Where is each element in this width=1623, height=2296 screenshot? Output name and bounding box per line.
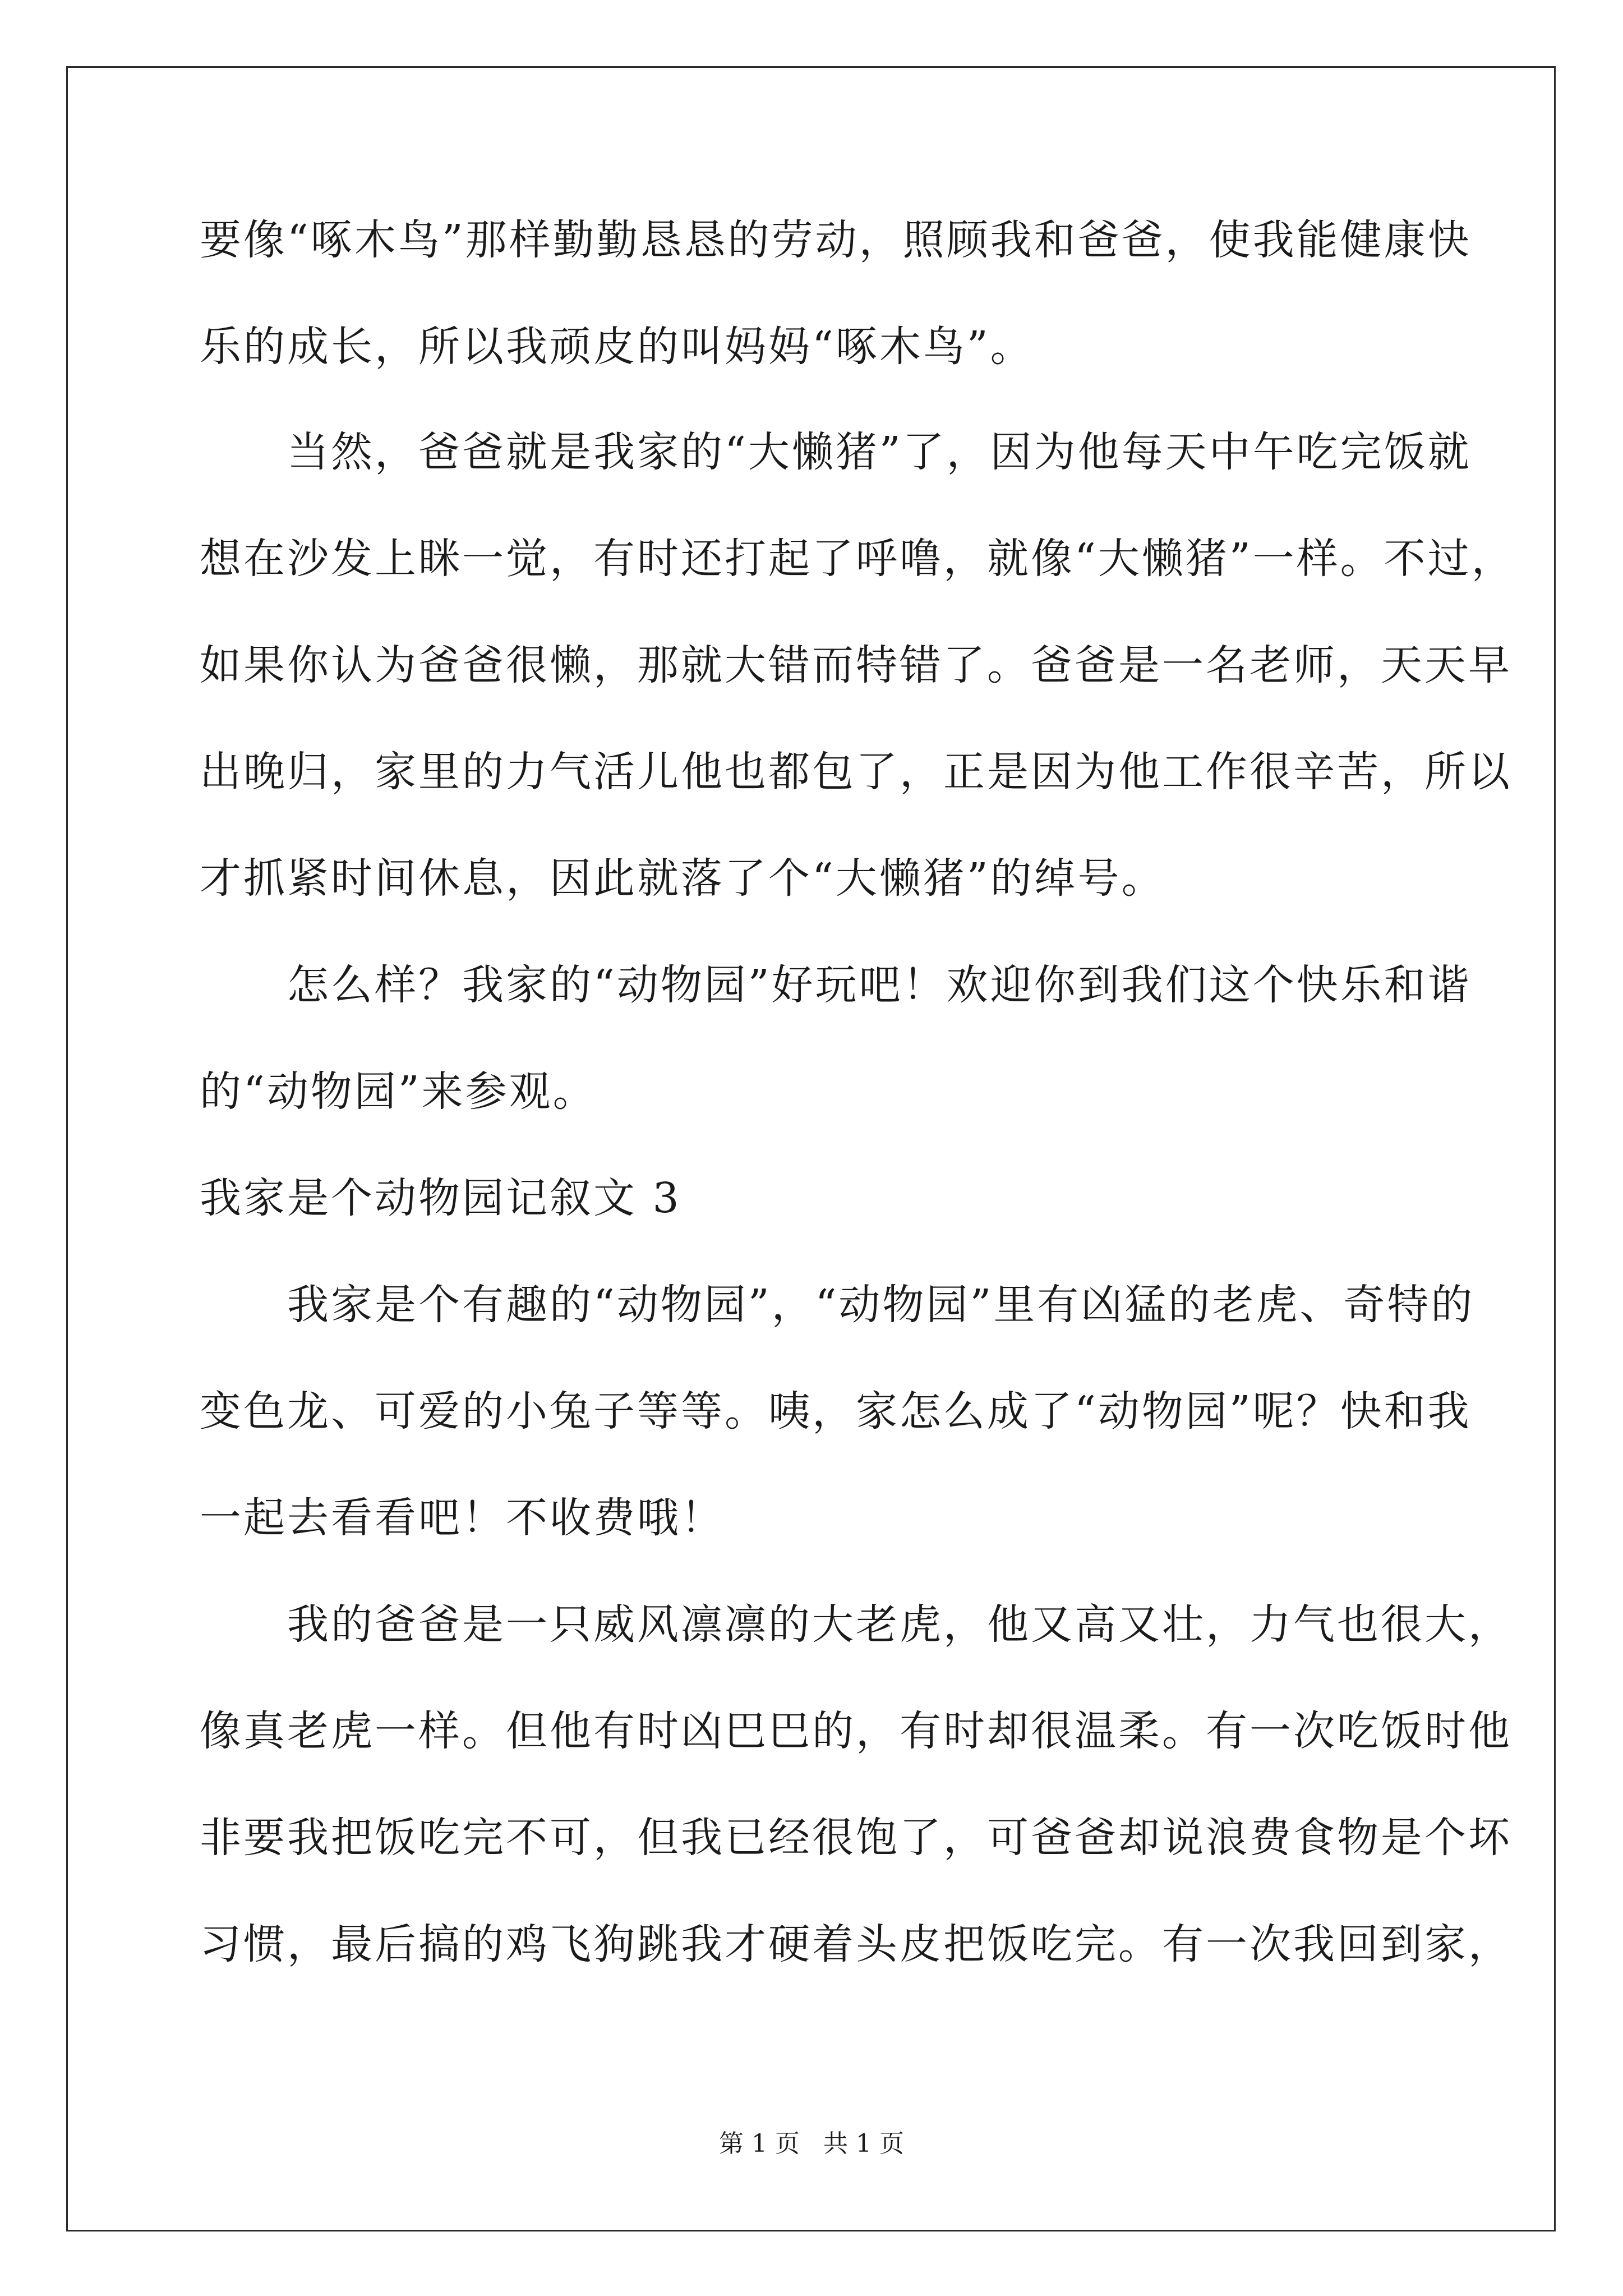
text-line: 像真老虎一样。但他有时凶巴巴的，有时却很温柔。有一次吃饭时他: [200, 1707, 1512, 1755]
text-line: 乐的成长，所以我顽皮的叫妈妈“啄木鸟”。: [200, 323, 1034, 371]
text-line: 想在沙发上眯一觉，有时还打起了呼噜，就像“大懒猪”一样。不过，: [200, 535, 1515, 583]
section-heading: 我家是个动物园记叙文 3: [200, 1174, 681, 1222]
text-line: 非要我把饭吃完不可，但我已经很饱了，可爸爸却说浪费食物是个坏: [200, 1814, 1512, 1862]
text-line: 当然，爸爸就是我家的“大懒猪”了，因为他每天中午吃完饭就: [200, 428, 1472, 476]
text-line: 才抓紧时间休息，因此就落了个“大懒猪”的绰号。: [200, 854, 1165, 903]
page-border: [66, 66, 1556, 2231]
text-line: 要像“啄木鸟”那样勤勤恳恳的劳动，照顾我和爸爸，使我能健康快: [200, 216, 1472, 264]
text-line: 出晚归，家里的力气活儿他也都包了，正是因为他工作很辛苦，所以: [200, 748, 1512, 796]
text-line: 怎么样？我家的“动物园”好玩吧！欢迎你到我们这个快乐和谐: [200, 961, 1472, 1009]
text-line: 一起去看看吧！不收费哦！: [200, 1494, 725, 1542]
text-line: 习惯，最后搞的鸡飞狗跳我才硬着头皮把饭吃完。有一次我回到家，: [200, 1920, 1512, 1968]
text-line: 我的爸爸是一只威风凛凛的大老虎，他又高又壮，力气也很大，: [200, 1600, 1512, 1649]
text-line: 我家是个有趣的“动物园”，“动物园”里有凶猛的老虎、奇特的: [200, 1281, 1475, 1329]
page-footer: 第 1 页 共 1 页: [719, 2129, 904, 2158]
text-line: 的“动物园”来参观。: [200, 1068, 597, 1116]
text-line: 变色龙、可爱的小兔子等等。咦，家怎么成了“动物园”呢？快和我: [200, 1387, 1472, 1435]
text-line: 如果你认为爸爸很懒，那就大错而特错了。爸爸是一名老师，天天早: [200, 641, 1512, 689]
